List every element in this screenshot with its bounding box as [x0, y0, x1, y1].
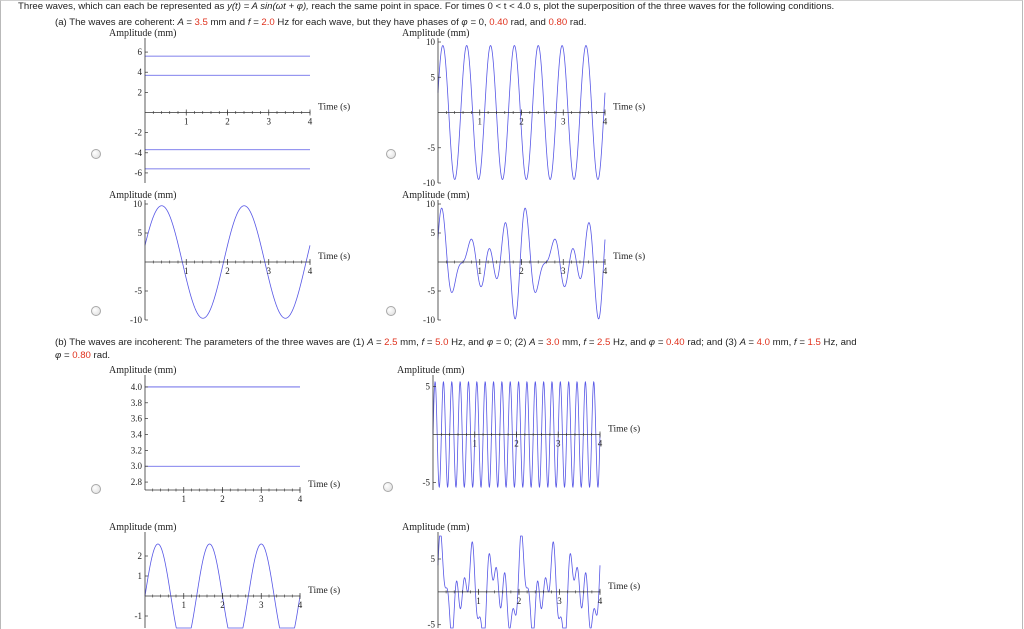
y-tick-label: -4 — [134, 147, 142, 158]
amplitude-2-value: 3.0 — [546, 337, 560, 348]
y-tick-label: -10 — [423, 315, 435, 325]
y-tick-label: -5 — [422, 477, 430, 488]
part-b-text: rad; and (3) — [684, 337, 740, 348]
y-tick-label: 10 — [426, 37, 435, 47]
x-tick-label: 2 — [220, 494, 225, 504]
x-tick-label: 3 — [561, 116, 566, 127]
y-tick-label: 2.8 — [130, 477, 142, 488]
amplitude-value: 3.5 — [194, 17, 208, 28]
part-b-text: (b) The waves are incoherent: The parameters of the three waves are (1) — [55, 337, 368, 348]
x-axis-label: Time (s) — [613, 252, 646, 262]
x-tick-label: 3 — [266, 266, 271, 276]
part-b-text: Hz, and — [820, 337, 857, 348]
answer-b1-radio[interactable] — [91, 484, 101, 494]
y-tick-label: 3.0 — [130, 461, 142, 472]
x-axis-label: Time (s) — [608, 581, 641, 592]
y-axis-label: Amplitude (mm) — [402, 190, 470, 201]
frequency-symbol: f = — [421, 337, 436, 348]
y-tick-label: -6 — [134, 167, 142, 178]
x-axis-label: Time (s) — [613, 102, 646, 113]
question-text-part: plot the superposition of the three waves for the following conditions. — [540, 1, 835, 12]
y-tick-label: -5 — [427, 286, 435, 296]
y-tick-label: 2 — [137, 87, 142, 98]
y-tick-label: 5 — [137, 228, 142, 238]
y-axis-label: Amplitude (mm) — [109, 28, 177, 39]
x-tick-label: 1 — [181, 494, 186, 504]
part-b-text: rad. — [90, 350, 111, 361]
part-b-text: Hz, and — [610, 337, 649, 348]
x-tick-label: 4 — [297, 494, 303, 504]
x-axis-label: Time (s) — [308, 480, 341, 490]
y-tick-label: -5 — [427, 619, 435, 629]
answer-a3-radio[interactable] — [91, 306, 101, 316]
phase-symbol: φ = — [55, 350, 73, 361]
phase-2-value: 0.40 — [665, 337, 685, 348]
phase-value-2: 0.80 — [548, 17, 568, 28]
y-tick-label: 5 — [430, 228, 435, 238]
phase-3-value: 0.80 — [72, 350, 91, 361]
y-axis-label: Amplitude (mm) — [109, 522, 177, 533]
amplitude-symbol: A = — [739, 337, 757, 348]
x-tick-label: 1 — [476, 595, 481, 606]
frequency-symbol: f = — [793, 337, 808, 348]
phase-1-value: 0; — [504, 337, 513, 348]
x-tick-label: 2 — [225, 116, 230, 127]
x-tick-label: 4 — [297, 600, 303, 610]
amplitude-symbol: A = — [529, 337, 547, 348]
x-tick-label: 1 — [477, 116, 482, 127]
x-tick-label: 4 — [307, 266, 313, 276]
question-text-part: reach the same point in space. For times — [308, 1, 488, 12]
phase-symbol: φ = — [461, 17, 479, 28]
part-b-text: mm, — [559, 337, 584, 348]
x-tick-label: 1 — [184, 116, 189, 127]
phase-value-1: 0.40 — [489, 17, 508, 28]
y-tick-label: 4.0 — [130, 381, 142, 392]
frequency-1-value: 5.0 — [435, 337, 449, 348]
x-tick-label: 1 — [181, 600, 186, 610]
phase-symbol: φ = — [648, 337, 666, 348]
x-tick-label: 4 — [597, 595, 603, 606]
y-tick-label: 3.4 — [130, 429, 142, 440]
x-tick-label: 1 — [477, 266, 482, 276]
x-tick-label: 2 — [519, 266, 524, 276]
frequency-value: 2.0 — [261, 17, 275, 28]
frequency-symbol: f = — [247, 17, 262, 28]
y-tick-label: 3.6 — [130, 413, 142, 424]
x-tick-label: 4 — [602, 266, 608, 276]
amplitude-symbol: A = — [367, 337, 385, 348]
answer-a4-radio[interactable] — [386, 306, 396, 316]
answer-a1-radio[interactable] — [91, 149, 101, 159]
y-tick-label: 3.8 — [130, 397, 142, 408]
y-axis-label: Amplitude (mm) — [402, 28, 470, 39]
y-tick-label: 10 — [133, 199, 142, 209]
y-tick-label: -10 — [423, 178, 435, 188]
part-b-text: mm, — [397, 337, 422, 348]
y-tick-label: -10 — [130, 315, 142, 325]
y-tick-label: -5 — [134, 286, 142, 296]
y-tick-label: 2 — [137, 551, 142, 561]
y-tick-label: -2 — [134, 127, 142, 138]
x-tick-label: 3 — [259, 600, 264, 610]
x-tick-label: 4 — [602, 116, 608, 127]
x-tick-label: 2 — [519, 116, 524, 127]
x-tick-label: 3 — [266, 116, 271, 127]
x-tick-label: 3 — [557, 595, 562, 606]
frequency-3-value: 1.5 — [807, 337, 821, 348]
answer-a2-radio[interactable] — [386, 149, 396, 159]
y-tick-label: 1 — [137, 571, 142, 581]
y-tick-label: 3.2 — [130, 445, 142, 456]
wave-formula: y(t) = A sin(ωt + φ), — [227, 1, 309, 12]
question-text-part: Three waves, which can each be represented as — [18, 1, 228, 12]
phase-value-0: 0, — [478, 17, 490, 28]
x-axis-label: Time (s) — [308, 586, 341, 596]
data-curve — [438, 536, 600, 628]
amplitude-symbol: A = — [177, 17, 195, 28]
y-axis-label: Amplitude (mm) — [402, 522, 470, 533]
frequency-symbol: f = — [583, 337, 598, 348]
x-axis-label: Time (s) — [318, 102, 351, 113]
x-tick-label: 2 — [514, 438, 519, 449]
x-tick-label: 4 — [597, 438, 603, 449]
y-tick-label: 5 — [430, 72, 435, 83]
x-tick-label: 1 — [184, 266, 189, 276]
part-a-text: (a) The waves are coherent: — [55, 17, 178, 28]
curve-group — [438, 536, 600, 628]
x-tick-label: 3 — [561, 266, 566, 276]
x-axis-label: Time (s) — [608, 424, 641, 435]
amplitude-1-value: 2.5 — [384, 337, 398, 348]
part-a-text: mm and — [207, 17, 248, 28]
part-a-text: rad. — [567, 17, 587, 28]
part-b-text: (2) — [512, 337, 530, 348]
x-tick-label: 3 — [556, 438, 561, 449]
y-tick-label: 4 — [137, 67, 142, 78]
part-b-text: mm, — [769, 337, 794, 348]
y-tick-label: 6 — [137, 47, 142, 58]
x-tick-label: 2 — [220, 600, 225, 610]
amplitude-3-value: 4.0 — [756, 337, 770, 348]
y-tick-label: -1 — [134, 611, 142, 621]
y-axis-label: Amplitude (mm) — [109, 190, 177, 201]
x-tick-label: 2 — [225, 266, 230, 276]
phase-symbol: φ = — [486, 337, 505, 348]
x-tick-label: 4 — [307, 116, 313, 127]
x-tick-label: 2 — [516, 595, 522, 606]
part-a-text: rad, and — [507, 17, 549, 28]
y-axis-label: Amplitude (mm) — [109, 365, 177, 376]
frequency-2-value: 2.5 — [597, 337, 611, 348]
y-axis-label: Amplitude (mm) — [397, 365, 465, 376]
part-b-text: Hz, and — [448, 337, 487, 348]
x-tick-label: 3 — [259, 494, 264, 504]
y-tick-label: -5 — [427, 142, 435, 153]
x-tick-label: 1 — [472, 438, 477, 449]
part-a-text: Hz for each wave, but they have phases of — [274, 17, 462, 28]
answer-b2-radio[interactable] — [383, 482, 393, 492]
y-tick-label: 5 — [430, 554, 435, 564]
x-axis-label: Time (s) — [318, 252, 351, 262]
y-tick-label: 10 — [426, 199, 435, 209]
time-range: 0 < t < 4.0 s, — [487, 1, 541, 12]
y-tick-label: 5 — [425, 381, 430, 392]
